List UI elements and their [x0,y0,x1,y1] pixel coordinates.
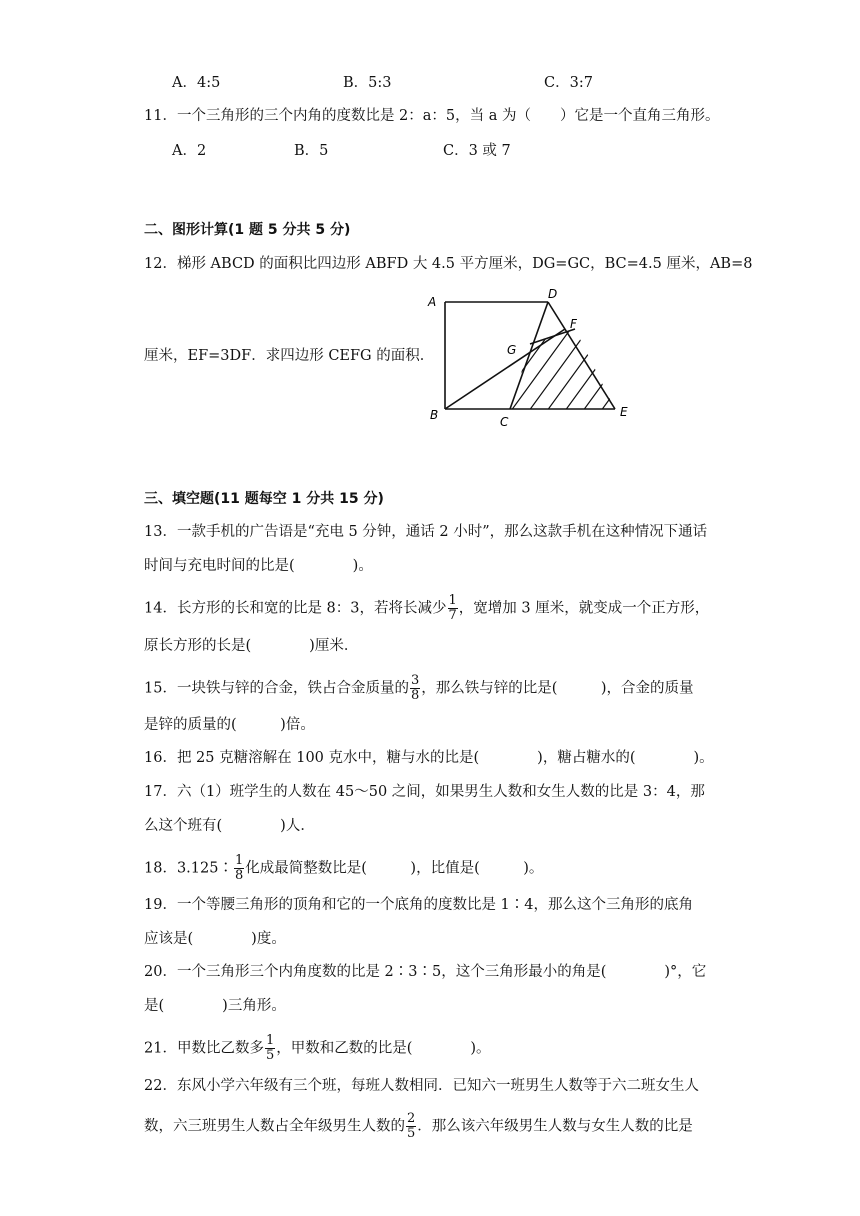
q15-line2: 是锌的质量的( )倍。 [144,717,315,733]
q18-text: 18．3.125∶ $\frac{1}{8}$ 化成最简整数比是( )，比值是( )。 [144,853,544,883]
q19-line1: 19．一个等腰三角形的顶角和它的一个底角的度数比是 1∶4，那么这个三角形的底角 [144,897,694,913]
label-D: D [548,287,558,301]
q11-text: 11．一个三角形的三个内角的度数比是 2：a：5，当 a 为（ ）它是一个直角三角形。 [144,108,720,124]
q20-line1: 20．一个三角形三个内角度数的比是 2∶3∶5，这个三角形最小的角是( )°，它 [144,964,707,980]
q19-line2: 应该是( )度。 [144,931,286,947]
q14-line2: 原长方形的长是( )厘米． [144,638,359,654]
q11-option-a: A．2 [172,143,207,159]
q15-fraction: $\frac{3}{8}$ [410,673,420,703]
q17-line1: 17．六（1）班学生的人数在 45～50 之间，如果男生人数和女生人数的比是 3：4，那 [144,784,705,800]
q13-line2: 时间与充电时间的比是( )。 [144,558,373,574]
label-B: B [430,408,439,422]
q14-fraction: $\frac{1}{7}$ [448,593,457,623]
q20-line2: 是( )三角形。 [144,998,286,1014]
q14-line1: 14．长方形的长和宽的比是 8：3，若将长减少 $\frac{1}{7}$ ，宽增加 3 厘米，就变成一个正方形， [144,593,710,623]
label-F: F [570,317,577,331]
segment-DE [548,302,615,409]
q10-option-a: A．4:5 [172,75,221,91]
segment-GF [530,329,575,344]
trapezoid-figure [420,286,640,432]
section-3-title: 三、填空题(11 题每空 1 分共 15 分) [144,491,384,507]
q12-line1: 12．梯形 ABCD 的面积比四边形 ABFD 大 4.5 平方厘米，DG=GC，BC=4.5 厘米，AB=8 [144,256,753,272]
q22-line1: 22．东风小学六年级有三个班，每班人数相同．已知六一班男生人数等于六二班女生人 [144,1078,699,1094]
q13-line1: 13．一款手机的广告语是“充电 5 分钟，通话 2 小时”，那么这款手机在这种情况下通话 [144,524,708,540]
label-G: G [507,343,517,357]
segment-BF [445,329,565,409]
q17-line2: 么这个班有( )人． [144,818,315,834]
q18-fraction: $\frac{1}{8}$ [234,853,244,883]
label-C: C [500,415,509,429]
q12-line2: 厘米，EF=3DF．求四边形 CEFG 的面积． [144,348,435,364]
label-A: A [428,295,437,309]
q21-text: 21．甲数比乙数多 $\frac{1}{5}$ ，甲数和乙数的比是( )。 [144,1033,491,1063]
q22-fraction: $\frac{2}{5}$ [407,1111,416,1141]
label-E: E [620,405,628,419]
q21-fraction: $\frac{1}{5}$ [265,1033,275,1063]
q10-option-c: C．3:7 [544,75,593,91]
section-2-title: 二、图形计算(1 题 5 分共 5 分) [144,222,351,238]
q11-option-c: C．3 或 7 [443,143,511,159]
q10-option-b: B．5:3 [343,75,392,91]
q22-line2: 数，六三班男生人数占全年级男生人数的 $\frac{2}{5}$ ．那么该六年级男生人数与女生人数的比是 [144,1111,693,1141]
q16-text: 16．把 25 克糖溶解在 100 克水中，糖与水的比是( )，糖占糖水的( )。 [144,750,714,766]
q15-line1: 15．一块铁与锌的合金，铁占合金质量的 $\frac{3}{8}$ ，那么铁与锌的比是( )，合金的质量 [144,673,694,703]
q11-option-b: B．5 [294,143,329,159]
